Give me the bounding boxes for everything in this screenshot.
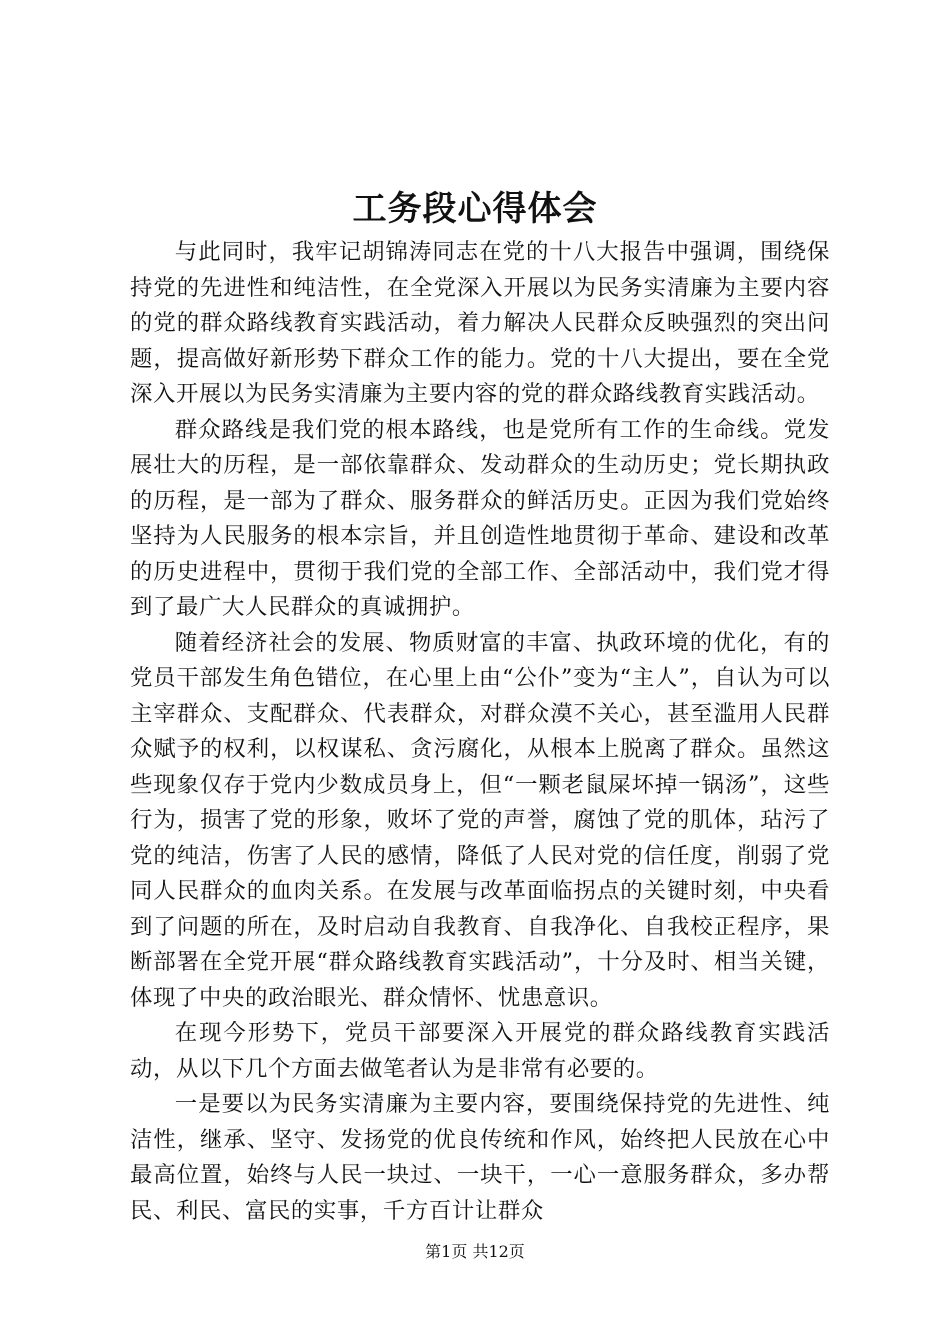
document-body: [130, 235, 830, 1229]
paragraph-4: 在现今形势下，党员干部要深入开展党的群众路线教育实践活动，从以下几个方面去做笔者认为是非常有必要的。: [130, 1020, 830, 1082]
paragraph-1: 与此同时，我牢记胡锦涛同志在党的十八大报告中强调，围绕保持党的先进性和纯洁性，在全党深入开展以为民务实清廉为主要内容的党的群众路线教育实践活动，着力解决人民群众反映强烈的突出问题，提高做好新形势下群众工作的能力。党的十八大提出，要在全党深入开展以为民务实清廉为主要内容的党的群众路线教育实践活动。: [130, 239, 830, 407]
paragraph-3: 随着经济社会的发展、物质财富的丰富、执政环境的优化，有的党员干部发生角色错位，在心里上由“公仆”变为“主人”，自认为可以主宰群众、支配群众、代表群众，对群众漠不关心，甚至滥用人民群众赋予的权利，以权谋私、贪污腐化，从根本上脱离了群众。虽然这些现象仅存于党内少数成员身上，但“一颗老鼠屎坏掉一锅汤”，这些行为，损害了党的形象，败坏了党的声誉，腐蚀了党的肌体，玷污了党的纯洁，伤害了人民的感情，降低了人民对党的信任度，削弱了党同人民群众的血肉关系。在发展与改革面临拐点的关键时刻，中央看到了问题的所在，及时启动自我教育、自我净化、自我校正程序，果断部署在全党开展“群众路线教育实践活动”，十分及时、相当关键，体现了中央的政治眼光、群众情怀、忧患意识。: [130, 629, 830, 1011]
page-title: 工务段心得体会: [352, 189, 598, 229]
paragraph-5: 一是要以为民务实清廉为主要内容，要围绕保持党的先进性、纯洁性，继承、坚守、发扬党的优良传统和作风，始终把人民放在心中最高位置，始终与人民一块过、一块干，一心一意服务群众，多办帮民、利民、富民的实事，千方百计让群众: [130, 1091, 830, 1224]
page-number-footer: 第1页 共12页: [425, 1242, 525, 1261]
paragraph-2: 群众路线是我们党的根本路线，也是党所有工作的生命线。党发展壮大的历程，是一部依靠群众、发动群众的生动历史；党长期执政的历程，是一部为了群众、服务群众的鲜活历史。正因为我们党始终坚持为人民服务的根本宗旨，并且创造性地贯彻于革命、建设和改革的历史进程中，贯彻于我们党的全部工作、全部活动中，我们党才得到了最广大人民群众的真诚拥护。: [130, 416, 830, 620]
